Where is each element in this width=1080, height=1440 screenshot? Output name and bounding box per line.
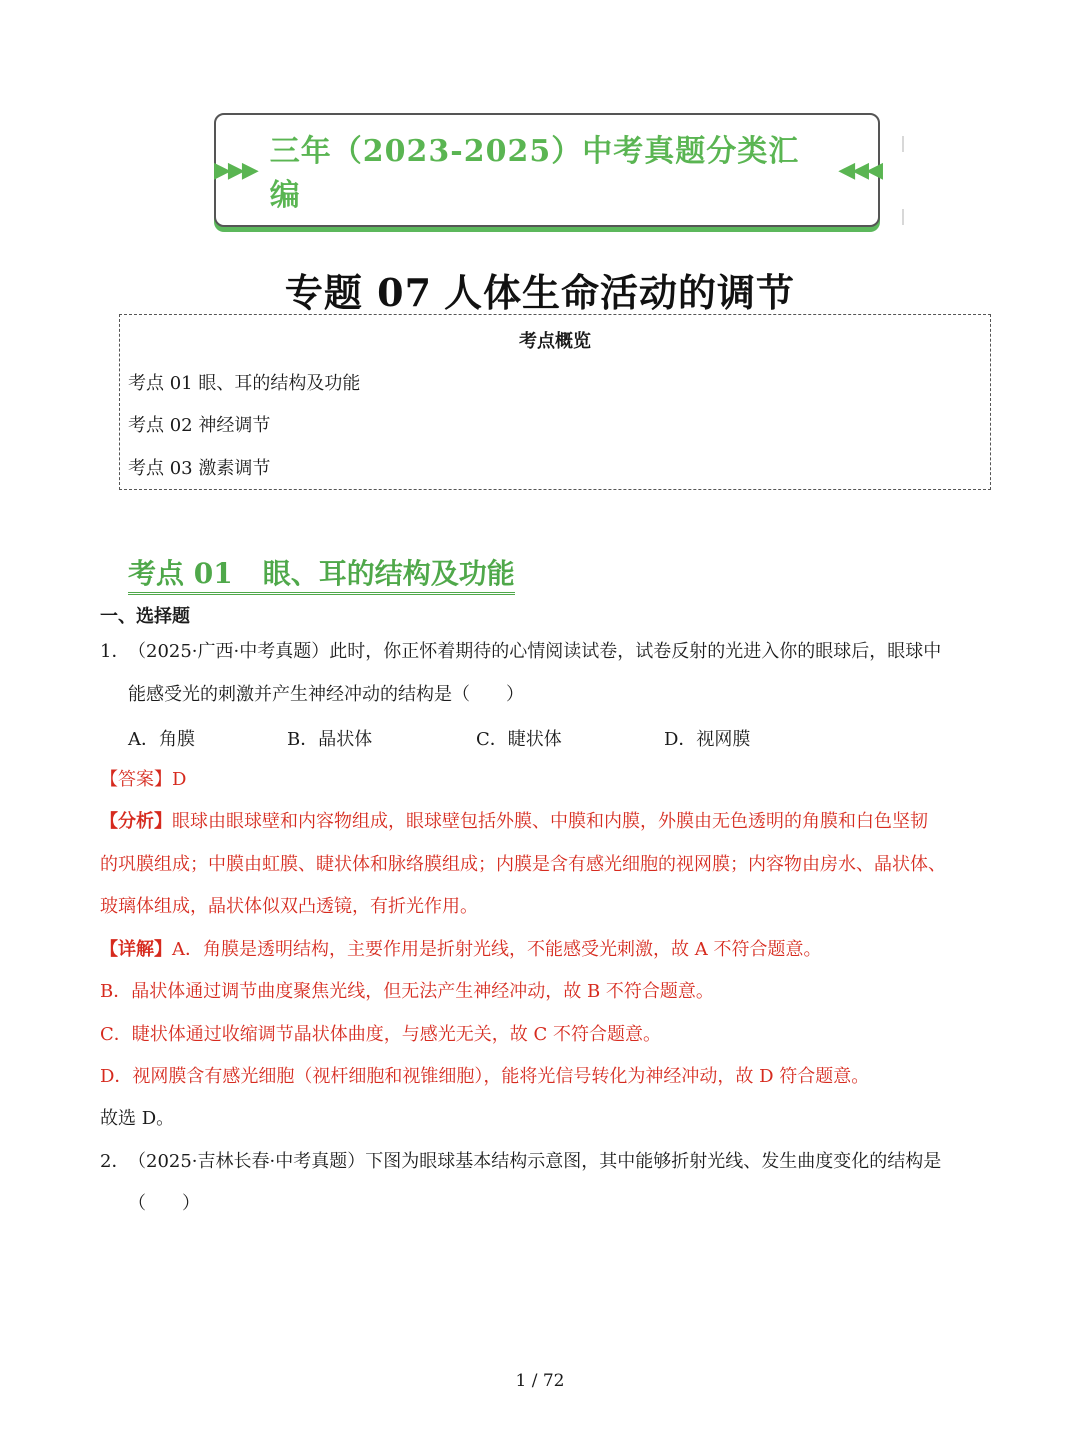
answer-line [100, 768, 186, 792]
part-heading: 一、选择题 [100, 606, 190, 627]
detail-text: C．睫状体通过收缩调节晶状体曲度，与感光无关，故 C 不符合题意。 [100, 1024, 661, 1045]
analysis-label: 【分析】 [100, 811, 172, 832]
question-text: （ ） [128, 1193, 200, 1214]
overview-heading: 考点概览 [519, 331, 591, 352]
option-b: B．晶状体 [287, 729, 373, 750]
detail-label: 【详解】 [100, 939, 172, 960]
question-number: 2． [100, 1151, 130, 1172]
analysis-line [100, 810, 928, 834]
question-number: 1． [100, 641, 130, 662]
section-heading [128, 556, 515, 595]
detail-text: A．角膜是透明结构，主要作用是折射光线，不能感受光刺激，故 A 不符合题意。 [172, 939, 822, 960]
analysis-text: 眼球由眼球壁和内容物组成，眼球壁包括外膜、中膜和内膜，外膜由无色透明的角膜和白色坚韧 [172, 811, 928, 832]
page-number: 1 / 72 [515, 1371, 565, 1391]
answer-value: D [172, 769, 187, 790]
left-arrows-icon: ◀◀◀ [838, 157, 880, 183]
answer-label: 【答案】 [100, 769, 172, 790]
question-text: （2025·广西·中考真题）此时，你正怀着期待的心情阅读试卷，试卷反射的光进入你的眼球后，眼球中 [128, 641, 942, 662]
banner [214, 113, 880, 227]
question-text: （2025·吉林长春·中考真题）下图为眼球基本结构示意图，其中能够折射光线、发生曲度变化的结构是 [128, 1151, 942, 1172]
detail-text: B．晶状体通过调节曲度聚焦光线，但无法产生神经冲动，故 B 不符合题意。 [100, 981, 714, 1002]
analysis-text: 玻璃体组成，晶状体似双凸透镜，有折光作用。 [100, 896, 478, 917]
detail-text: D．视网膜含有感光细胞（视杆细胞和视锥细胞），能将光信号转化为神经冲动，故 D 符合题意。 [100, 1066, 870, 1087]
title-prefix: 专题 07 [284, 270, 433, 315]
page-title [0, 262, 1080, 317]
decorative-tick [902, 136, 904, 152]
overview-item: 考点 02 神经调节 [128, 415, 271, 436]
question-text: 能感受光的刺激并产生神经冲动的结构是（ ） [128, 684, 524, 705]
overview-item: 考点 03 激素调节 [128, 458, 271, 479]
title-subject: 人体生命活动的调节 [444, 270, 796, 315]
detail-line [100, 938, 821, 962]
analysis-text: 的巩膜组成；中膜由虹膜、睫状体和脉络膜组成；内膜是含有感光细胞的视网膜；内容物由房水、晶状体、 [100, 854, 946, 875]
section-title: 眼、耳的结构及功能 [262, 557, 515, 590]
decorative-tick [902, 209, 904, 225]
conclusion: 故选 D。 [100, 1108, 175, 1129]
option-a: A．角膜 [128, 729, 195, 750]
section-number: 考点 01 [128, 557, 233, 590]
option-c: C．睫状体 [476, 729, 562, 750]
overview-item: 考点 01 眼、耳的结构及功能 [128, 373, 361, 394]
right-arrows-icon: ▶▶▶ [214, 157, 256, 183]
option-d: D．视网膜 [664, 729, 751, 750]
banner-title: 三年（2023-2025）中考真题分类汇编 [269, 134, 800, 213]
